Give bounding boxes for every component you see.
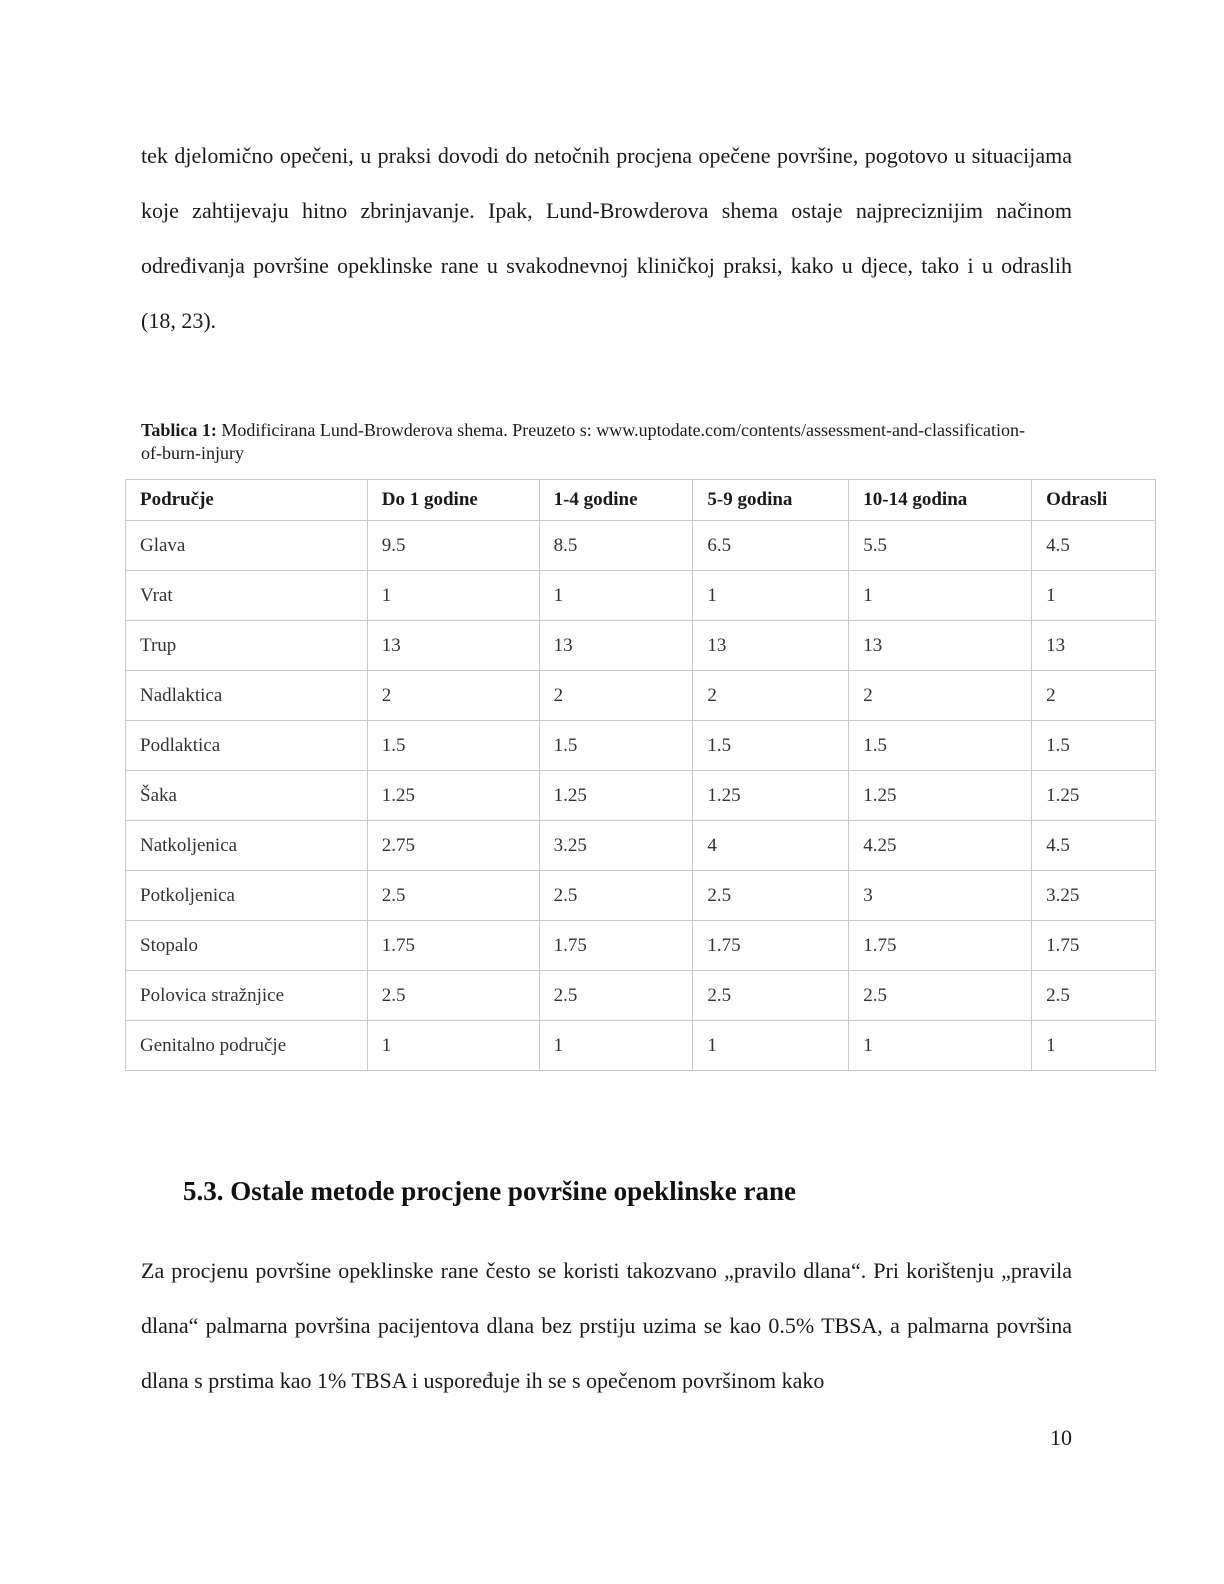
table-cell-area: Genitalno područje (126, 1021, 368, 1071)
table-cell-value: 1 (539, 571, 693, 621)
table-cell-value: 2.5 (367, 871, 539, 921)
table-cell-value: 1.25 (1032, 771, 1156, 821)
table-cell-value: 2.5 (539, 871, 693, 921)
table-cell-value: 9.5 (367, 521, 539, 571)
table-cell-area: Stopalo (126, 921, 368, 971)
table-cell-value: 1 (693, 1021, 849, 1071)
intro-paragraph: tek djelomično opečeni, u praksi dovodi do netočnih procjena opečene površine, pogotovo u situacijama koje zahtijevaju hitno zbrinjavanje. Ipak, Lund-Browderova shema ostaje najpreciznijim načinom određivanja površine opeklinske rane u svakodnevnoj kliničkoj praksi, kako u djece, tako i u odraslih (18, 23). (141, 143, 1072, 333)
table-cell-value: 3.25 (1032, 871, 1156, 921)
header-cell-adults: Odrasli (1032, 480, 1156, 521)
table-cell-value: 13 (367, 621, 539, 671)
table-cell-value: 1.5 (1032, 721, 1156, 771)
table-row (126, 571, 1156, 621)
table-cell-value: 1 (1032, 1021, 1156, 1071)
table-cell-value: 5.5 (849, 521, 1032, 571)
table-cell-value: 1.25 (539, 771, 693, 821)
table-cell-value: 13 (849, 621, 1032, 671)
table-cell-value: 2.5 (539, 971, 693, 1021)
table-row (126, 521, 1156, 571)
table-cell-value: 1.5 (367, 721, 539, 771)
table-cell-area: Glava (126, 521, 368, 571)
table-cell-value: 1.25 (849, 771, 1032, 821)
table-cell-area: Podlaktica (126, 721, 368, 771)
table-cell-value: 1.5 (693, 721, 849, 771)
table-cell-area: Šaka (126, 771, 368, 821)
table-cell-value: 1.75 (1032, 921, 1156, 971)
header-cell-10-14: 10-14 godina (849, 480, 1032, 521)
table-cell-value: 2 (693, 671, 849, 721)
table-cell-value: 2.5 (1032, 971, 1156, 1021)
table-cell-area: Trup (126, 621, 368, 671)
table-cell-value: 6.5 (693, 521, 849, 571)
table-cell-value: 2 (1032, 671, 1156, 721)
table-cell-area: Nadlaktica (126, 671, 368, 721)
table-cell-value: 4.25 (849, 821, 1032, 871)
header-cell-1-4: 1-4 godine (539, 480, 693, 521)
table-cell-value: 2 (849, 671, 1032, 721)
table-cell-value: 3 (849, 871, 1032, 921)
table-cell-value: 1 (849, 1021, 1032, 1071)
table-cell-value: 1 (367, 1021, 539, 1071)
table-cell-value: 1.75 (367, 921, 539, 971)
header-cell-area: Područje (126, 480, 368, 521)
table-cell-value: 2.5 (693, 871, 849, 921)
table-cell-value: 1.5 (849, 721, 1032, 771)
table-cell-value: 1 (693, 571, 849, 621)
table-row (126, 1021, 1156, 1071)
table-cell-area: Natkoljenica (126, 821, 368, 871)
header-cell-5-9: 5-9 godina (693, 480, 849, 521)
table-row (126, 871, 1156, 921)
table-row (126, 621, 1156, 671)
page-number: 10 (1050, 1425, 1072, 1450)
table-cell-value: 4.5 (1032, 521, 1156, 571)
table-row (126, 921, 1156, 971)
table-cell-value: 2.5 (367, 971, 539, 1021)
table-cell-value: 2.5 (849, 971, 1032, 1021)
table-cell-value: 8.5 (539, 521, 693, 571)
table-cell-value: 1.75 (849, 921, 1032, 971)
section-heading: 5.3. Ostale metode procjene površine opeklinske rane (183, 1176, 796, 1206)
table-cell-value: 13 (539, 621, 693, 671)
table-cell-area: Vrat (126, 571, 368, 621)
table-cell-value: 1.25 (367, 771, 539, 821)
table-row (126, 771, 1156, 821)
table-row (126, 671, 1156, 721)
table-cell-value: 2 (367, 671, 539, 721)
table-cell-value: 13 (1032, 621, 1156, 671)
table-cell-value: 1 (539, 1021, 693, 1071)
table-cell-area: Polovica stražnjice (126, 971, 368, 1021)
table-cell-value: 1 (849, 571, 1032, 621)
closing-paragraph: Za procjenu površine opeklinske rane često se koristi takozvano „pravilo dlana“. Pri korištenju „pravila dlana“ palmarna površina pacijentova dlana bez prstiju uzima se kao 0.5% TBSA, a palmarna površina dlana s prstima kao 1% TBSA i uspoređuje ih se s opečenom površinom kako (141, 1258, 1072, 1393)
table-caption-text: Modificirana Lund-Browderova shema. Preuzeto s: www.uptodate.com/contents/assessment-and-classification-of-burn-injury (141, 420, 1025, 463)
table-cell-value: 2.5 (693, 971, 849, 1021)
table-row (126, 721, 1156, 771)
table-cell-value: 3.25 (539, 821, 693, 871)
table-row (126, 971, 1156, 1021)
header-cell-under-1: Do 1 godine (367, 480, 539, 521)
table-cell-value: 4 (693, 821, 849, 871)
table-row (126, 821, 1156, 871)
table-caption-label: Tablica 1: (141, 420, 217, 440)
table-cell-value: 1 (1032, 571, 1156, 621)
lund-browder-table (125, 479, 1156, 1071)
table-cell-value: 4.5 (1032, 821, 1156, 871)
table-cell-value: 2.75 (367, 821, 539, 871)
table-cell-value: 1 (367, 571, 539, 621)
table-body (126, 521, 1156, 1071)
table-cell-value: 2 (539, 671, 693, 721)
table-cell-value: 1.75 (539, 921, 693, 971)
table-cell-value: 1.5 (539, 721, 693, 771)
table-cell-value: 13 (693, 621, 849, 671)
table-caption (141, 419, 1041, 465)
table-cell-value: 1.25 (693, 771, 849, 821)
table-header-row (126, 480, 1156, 521)
table-cell-value: 1.75 (693, 921, 849, 971)
table-cell-area: Potkoljenica (126, 871, 368, 921)
